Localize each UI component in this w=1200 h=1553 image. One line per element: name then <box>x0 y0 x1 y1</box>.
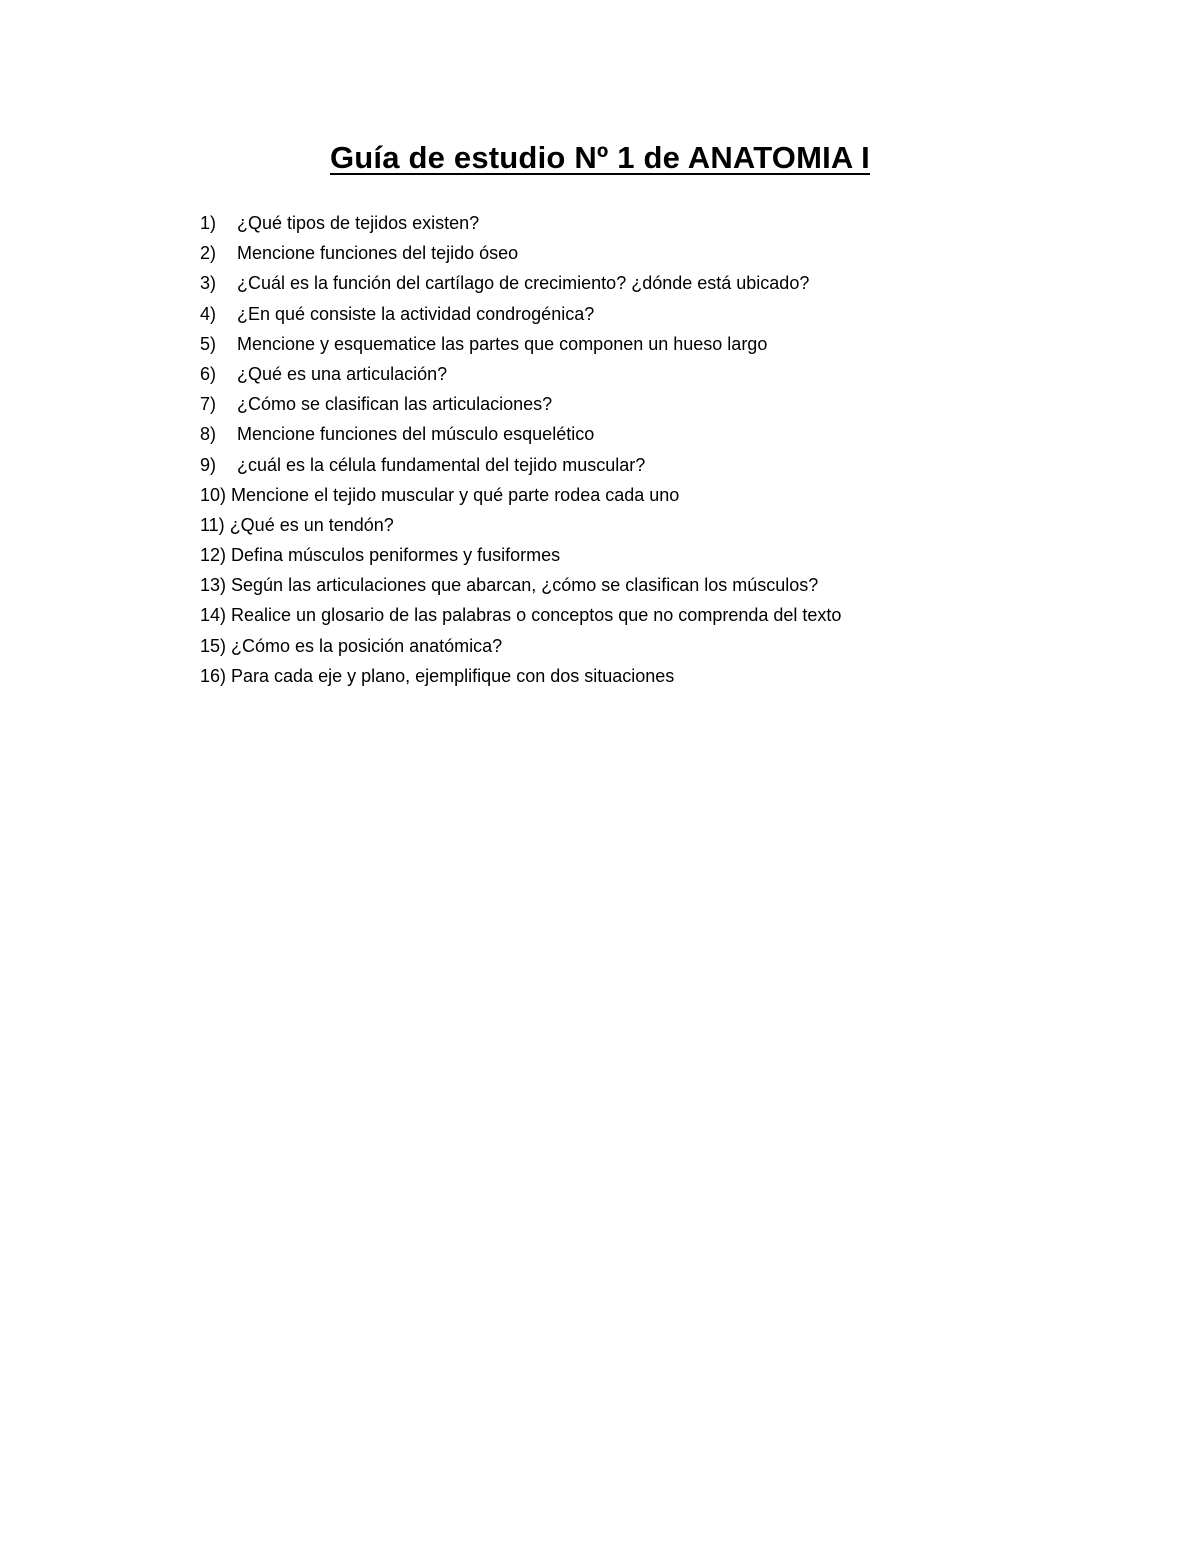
question-text: ¿cuál es la célula fundamental del tejido muscular? <box>237 454 646 475</box>
question-text: Defina músculos peniformes y fusiformes <box>231 545 561 566</box>
question-text: Para cada eje y plano, ejemplifique con dos situaciones <box>231 665 675 686</box>
list-item <box>200 419 1160 449</box>
list-item <box>200 268 1160 298</box>
list-item <box>200 329 1160 359</box>
question-number: 16) <box>200 665 227 686</box>
question-number: 12) <box>200 545 227 566</box>
question-number: 1) <box>200 213 217 233</box>
question-text: ¿Cómo se clasifican las articulaciones? <box>237 394 553 415</box>
list-item <box>200 661 1160 691</box>
question-text: Mencione y esquematice las partes que componen un hueso largo <box>237 333 768 354</box>
question-text: ¿Qué tipos de tejidos existen? <box>237 213 480 233</box>
question-number: 5) <box>200 333 217 354</box>
question-number: 8) <box>200 424 217 445</box>
question-number: 15) <box>200 635 227 656</box>
list-item <box>200 450 1160 480</box>
question-text: ¿Cómo es la posición anatómica? <box>231 635 503 656</box>
list-item <box>200 359 1160 389</box>
list-item <box>200 540 1160 570</box>
question-number: 9) <box>200 454 217 475</box>
question-number: 10) <box>200 484 227 505</box>
question-number: 6) <box>200 363 217 384</box>
list-item <box>200 299 1160 329</box>
question-text: ¿En qué consiste la actividad condrogénica? <box>237 303 595 324</box>
question-text: ¿Qué es un tendón? <box>229 514 394 535</box>
question-number: 2) <box>200 243 217 264</box>
question-text: Según las articulaciones que abarcan, ¿cómo se clasifican los músculos? <box>231 575 819 596</box>
list-item <box>200 480 1160 510</box>
question-number: 4) <box>200 303 217 324</box>
question-number: 3) <box>200 273 217 294</box>
question-text: ¿Qué es una articulación? <box>237 363 448 384</box>
list-item <box>200 570 1160 600</box>
question-text: Mencione el tejido muscular y qué parte rodea cada uno <box>231 484 680 505</box>
question-text: ¿Cuál es la función del cartílago de crecimiento? ¿dónde está ubicado? <box>237 273 810 294</box>
list-item <box>200 208 1160 238</box>
question-text: Realice un glosario de las palabras o conceptos que no comprenda del texto <box>231 605 842 626</box>
question-number: 14) <box>200 605 227 626</box>
question-list <box>200 208 1160 691</box>
list-item <box>200 600 1160 630</box>
question-text: Mencione funciones del tejido óseo <box>237 243 519 264</box>
question-number: 11) <box>200 514 225 535</box>
list-item <box>200 510 1160 540</box>
list-item <box>200 238 1160 268</box>
question-text: Mencione funciones del músculo esquelético <box>237 424 595 445</box>
question-number: 7) <box>200 394 217 415</box>
page-title: Guía de estudio Nº 1 de ANATOMIA I <box>329 140 870 175</box>
list-item <box>200 631 1160 661</box>
question-number: 13) <box>200 575 227 596</box>
list-item <box>200 389 1160 419</box>
